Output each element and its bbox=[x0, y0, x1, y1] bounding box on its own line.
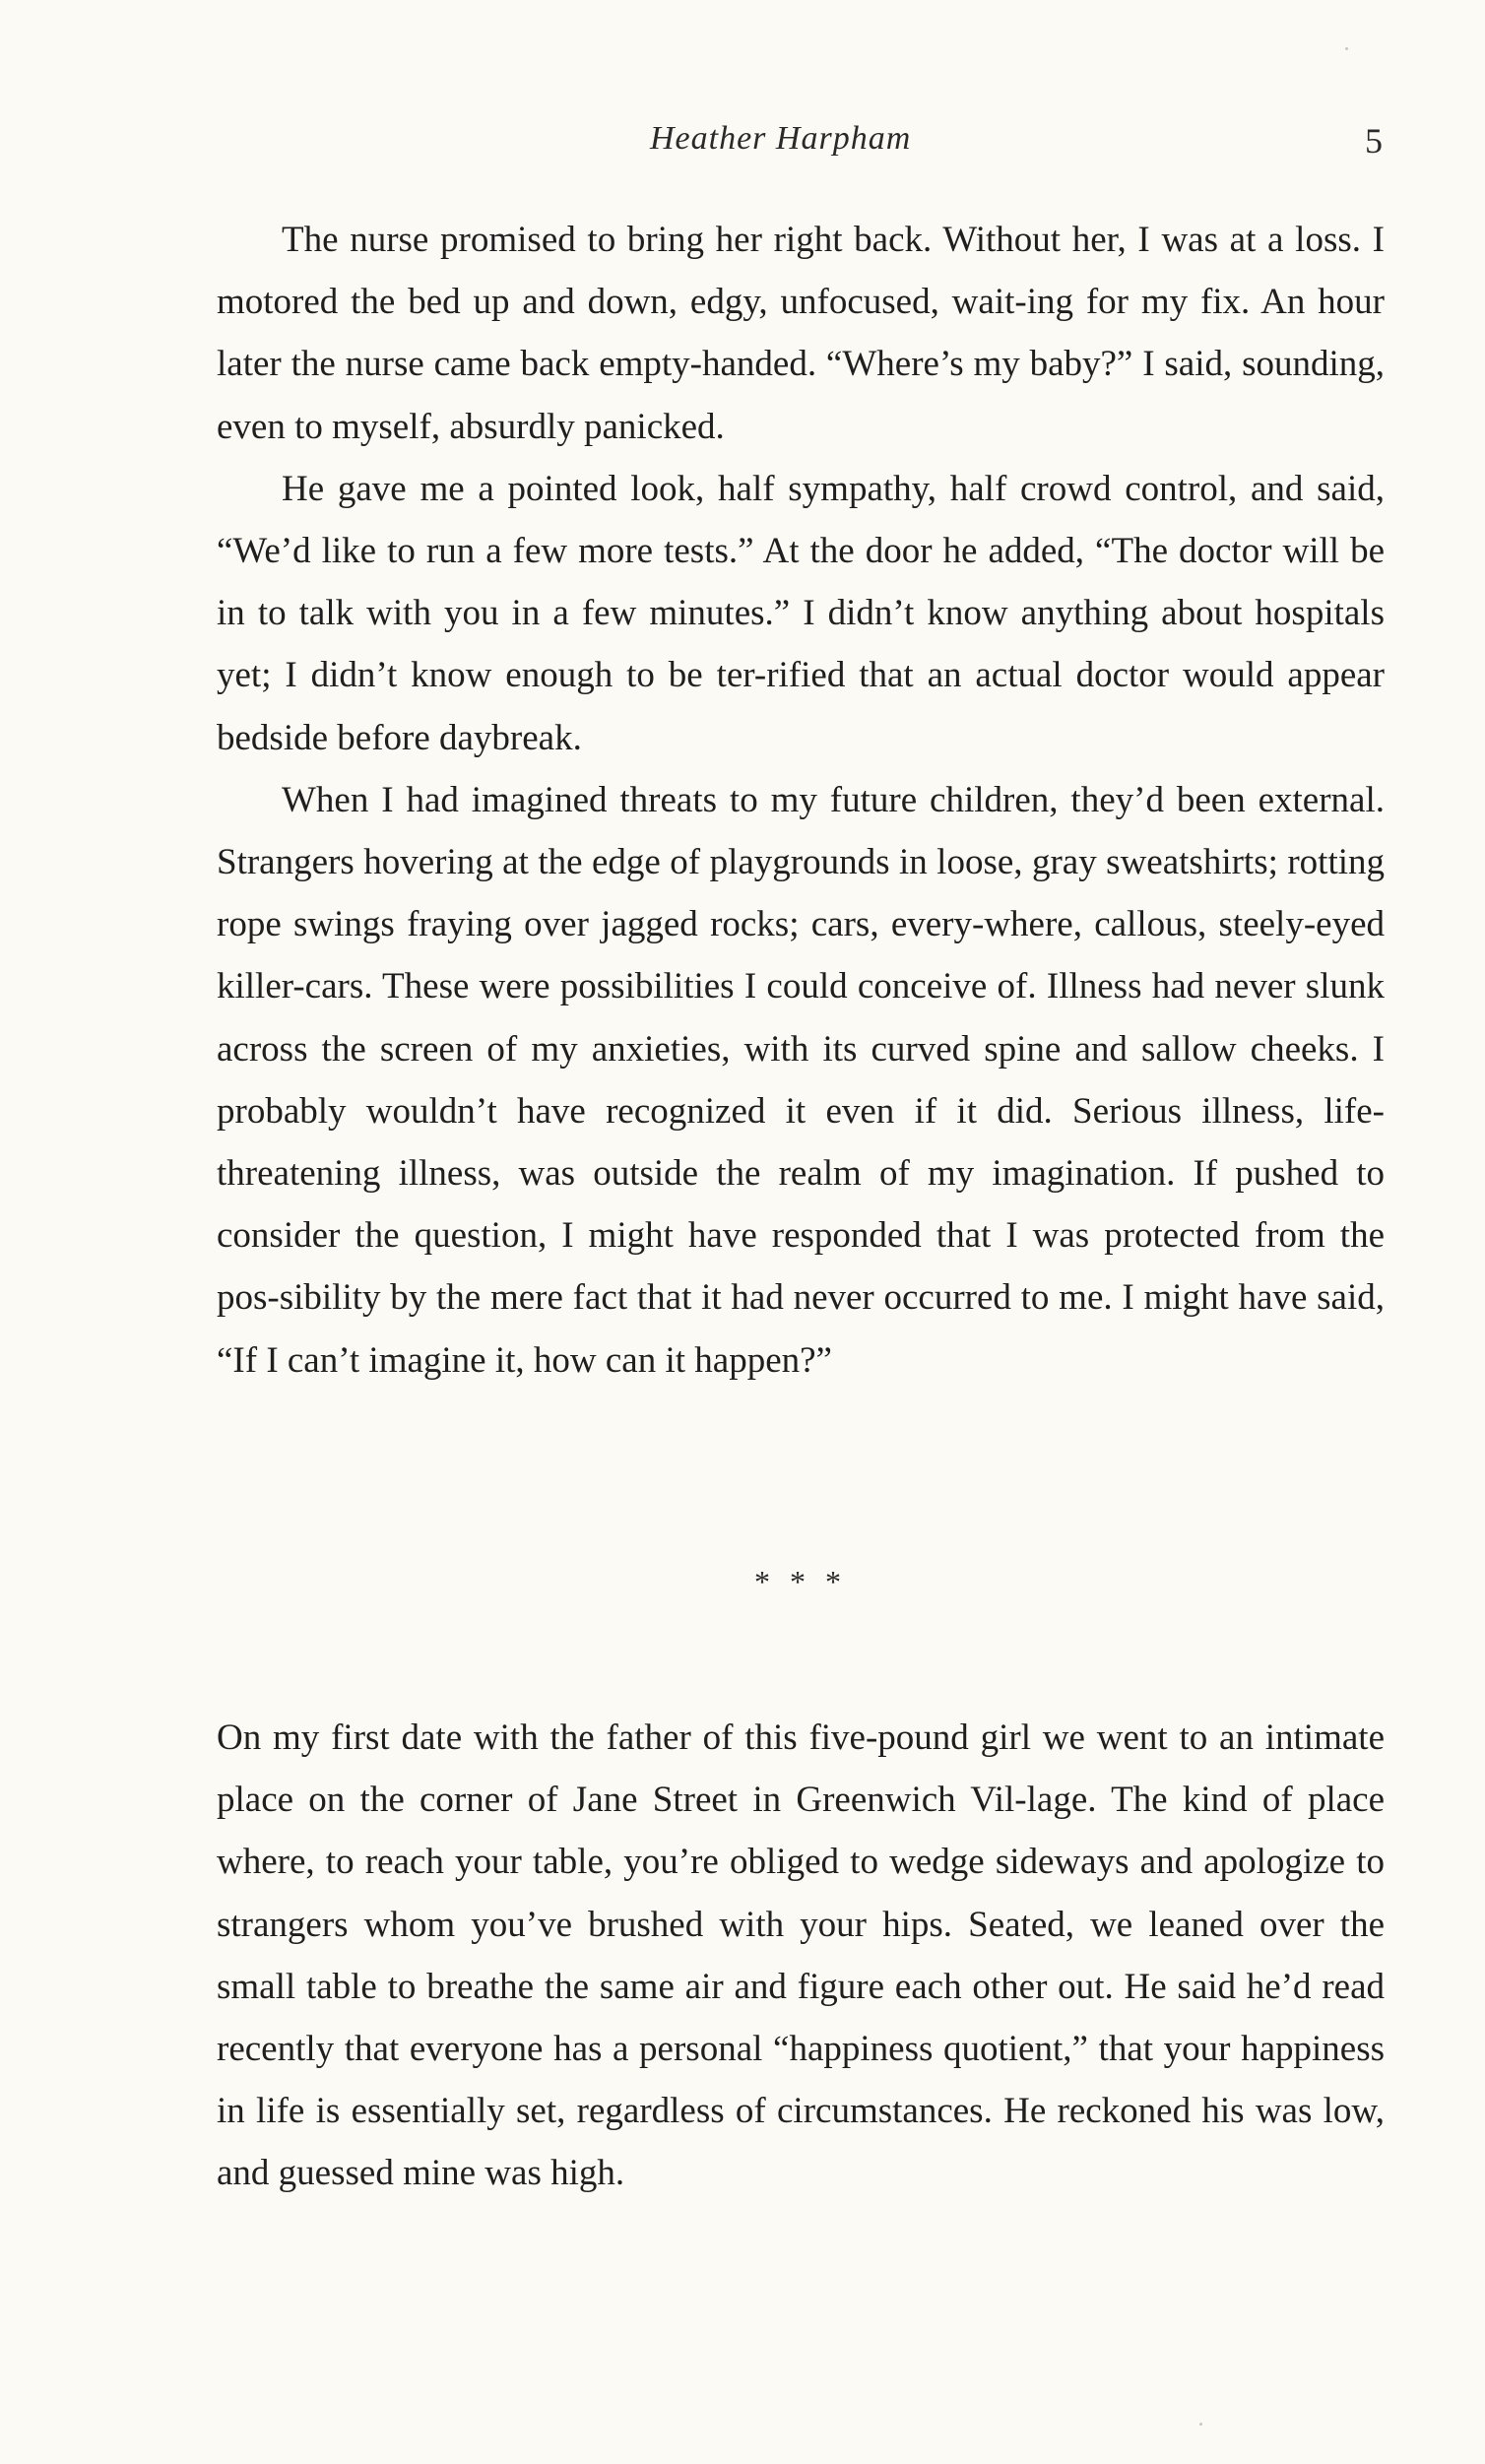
page-number: 5 bbox=[1365, 121, 1383, 161]
paragraph: When I had imagined threats to my future children, they’d been external. Strangers hovering at the edge of playgrounds in loose, gray sweatshirts; rotting rope swings fraying over jagged rocks; cars, every-where, callous, steely-eyed killer-cars. These were possibilities I could conceive of. Illness had never slunk across the screen of my anxieties, with its curved spine and sallow cheeks. I probably wouldn’t have recognized it even if it did. Serious illness, life-threatening illness, was outside the realm of my imagination. If pushed to consider the question, I might have responded that I was protected from the pos-sibility by the mere fact that it had never occurred to me. I might have said, “If I can’t imagine it, how can it happen?” bbox=[217, 779, 1385, 1381]
paper-speck bbox=[1345, 47, 1348, 50]
paragraph: He gave me a pointed look, half sympathy, half crowd control, and said, “We’d like to run a few more tests.” At the door he added, “The doctor will be in to talk with you in a few minutes.” I didn’t know anything about hospitals yet; I didn’t know enough to be ter-rified that an actual doctor would appear bedside before daybreak. bbox=[217, 468, 1385, 758]
paper-speck bbox=[1199, 2423, 1202, 2426]
section-break: * * * bbox=[754, 1564, 847, 1599]
paragraph: The nurse promised to bring her right back. Without her, I was at a loss. I motored the bed up and down, edgy, unfocused, wait-ing for my fix. An hour later the nurse came back empty-handed. “Where’s my baby?” I said, sounding, even to myself, absurdly panicked. bbox=[217, 220, 1385, 447]
running-head: Heather Harpham bbox=[650, 120, 912, 157]
paragraph: On my first date with the father of this five-pound girl we went to an intimate place on the corner of Jane Street in Greenwich Vil-lage. The kind of place where, to reach your table, you’re obliged to wedge sideways and apologize to strangers whom you’ve brushed with your hips. Seated, we leaned over the small table to breathe the same air and figure each other out. He said he’d read recently that everyone has a personal “happiness quotient,” that your happiness in life is essentially set, regardless of circumstances. He reckoned his was low, and guessed mine was high. bbox=[217, 1718, 1385, 2194]
section-one bbox=[217, 209, 1385, 1392]
section-two bbox=[217, 1707, 1385, 2205]
